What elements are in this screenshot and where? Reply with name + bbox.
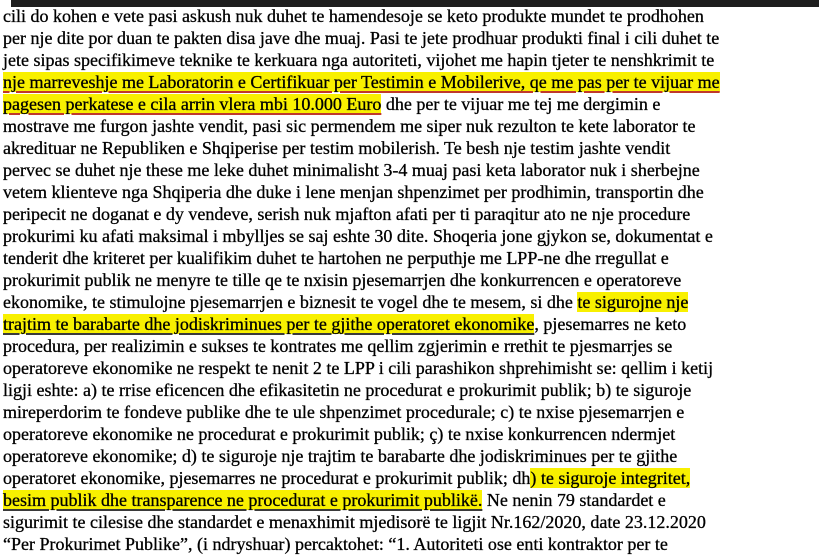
text-line (3, 489, 829, 511)
text-line (3, 511, 829, 533)
body-text: dhe per te vijuar me tej me dergimin e (381, 94, 661, 114)
body-text: jete sipas specifikimeve teknike te kerkuara nga autoriteti, vijohet me hapin tjeter te nenshkrimit te (3, 50, 715, 70)
text-line (3, 401, 829, 423)
body-text: sigurimit te cilesise dhe standardet e menaxhimit mjedisorë te ligjit Nr.162/2020, date 23.12.2020 (3, 512, 706, 532)
text-line (3, 269, 829, 291)
body-text: peripecit ne doganat e dy vendeve, serish nuk mjafton afati per ti paraqitur ato ne nje procedure (3, 204, 691, 224)
text-line (3, 445, 829, 467)
document-text (3, 5, 829, 555)
highlighted-text: ) te siguroje integritet, (530, 468, 691, 488)
text-line (3, 467, 829, 489)
body-text: pervec se duhet nje these me leke duhet minimalisht 3-4 muaj pasi keta laborator nuk i sherbejne (3, 160, 700, 180)
text-line (3, 247, 829, 269)
text-line (3, 93, 829, 115)
text-line (3, 533, 829, 555)
highlighted-text: nje marreveshje me Laboratorin e Certifikuar per Testimin e Mobilerive, qe me pas per te vijuar me (3, 72, 720, 92)
body-text: mireperdorim te fondeve publike dhe te ule shpenzimet procedurale; c) te nxise pjesemarrjen e (3, 402, 685, 422)
body-text: akredituar ne Republiken e Shqiperise per testim mobilerish. Te besh nje testim jashte vendit (3, 138, 671, 158)
body-text: , pjesemarres ne keto (534, 314, 687, 334)
highlighted-text: besim publik dhe transparence ne procedurat e prokurimit publikë. (3, 490, 483, 510)
body-text: prokurimi ku afati maksimal i mbylljes se saj eshte 30 dite. Shoqeria jone gjykon se, dokumentat e (3, 226, 713, 246)
body-text: ekonomike, te stimulojne pjesemarrjen e biznesit te vogel dhe te mesem, si dhe (3, 292, 578, 312)
body-text: operatoreve ekonomike ne respekt te nenit 2 te LPP i cili parashikon shprehimisht se: qellim i ketij (3, 358, 714, 378)
body-text: vetem klienteve nga Shqiperia dhe duke i lene menjan shpenzimet per prodhimin, transportin dhe (3, 182, 704, 202)
highlighted-text: pagesen perkatese e cila arrin vlera mbi 10.000 Euro (3, 94, 382, 114)
text-line (3, 115, 829, 137)
body-text: Ne nenin 79 standardet e (482, 490, 666, 510)
highlighted-text: te sigurojne nje (577, 292, 689, 312)
text-line (3, 137, 829, 159)
body-text: operatoret ekonomike, pjesemarres ne procedurat e prokurimit publik; dh (3, 468, 531, 488)
text-line (3, 49, 829, 71)
body-text: operatoreve ekonomike; d) te siguroje nje trajtim te barabarte dhe jodiskriminues per te gjithe (3, 446, 678, 466)
body-text: procedura, per realizimin e sukses te kontrates me qellim zgjerimin e rrethit te pjesmarrjes se (3, 336, 673, 356)
body-text: per nje dite por duan te pakten disa jave dhe muaj. Pasi te jete prodhuar produkti final i cili duhet te (3, 28, 720, 48)
body-text: operatoreve ekonomike ne procedurat e prokurimit publik; ç) te nxise konkurrencen ndermjet (3, 424, 676, 444)
body-text: tenderit dhe kriteret per kualifikim duhet te hartohen ne perputhje me LPP-ne dhe rregullat e (3, 248, 669, 268)
text-line (3, 335, 829, 357)
text-line (3, 203, 829, 225)
text-line (3, 379, 829, 401)
text-line (3, 423, 829, 445)
text-line (3, 313, 829, 335)
body-text: “Per Prokurimet Publike”, (i ndryshuar) percaktohet: “1. Autoriteti ose enti kontraktor per te (3, 534, 668, 554)
text-line (3, 225, 829, 247)
text-line (3, 159, 829, 181)
body-text: prokurimit publik ne menyre te tille qe te nxisin pjesemarrjen dhe konkurrencen e operatoreve (3, 270, 682, 290)
highlighted-text: trajtim te barabarte dhe jodiskriminues per te gjithe operatoret ekonomike (3, 314, 535, 334)
body-text: cili do kohen e vete pasi askush nuk duhet te hamendesoje se keto produkte mundet te prodhohen (3, 6, 704, 26)
body-text: mostrave me furgon jashte vendit, pasi sic permendem me siper nuk rezulton te kete laborator te (3, 116, 696, 136)
text-line (3, 181, 829, 203)
body-text: ligji eshte: a) te rrise eficencen dhe efikasitetin ne procedurat e prokurimit publik; b) te siguroje (3, 380, 692, 400)
text-line (3, 71, 829, 93)
text-line (3, 357, 829, 379)
text-line (3, 5, 829, 27)
text-line (3, 27, 829, 49)
text-line (3, 291, 829, 313)
